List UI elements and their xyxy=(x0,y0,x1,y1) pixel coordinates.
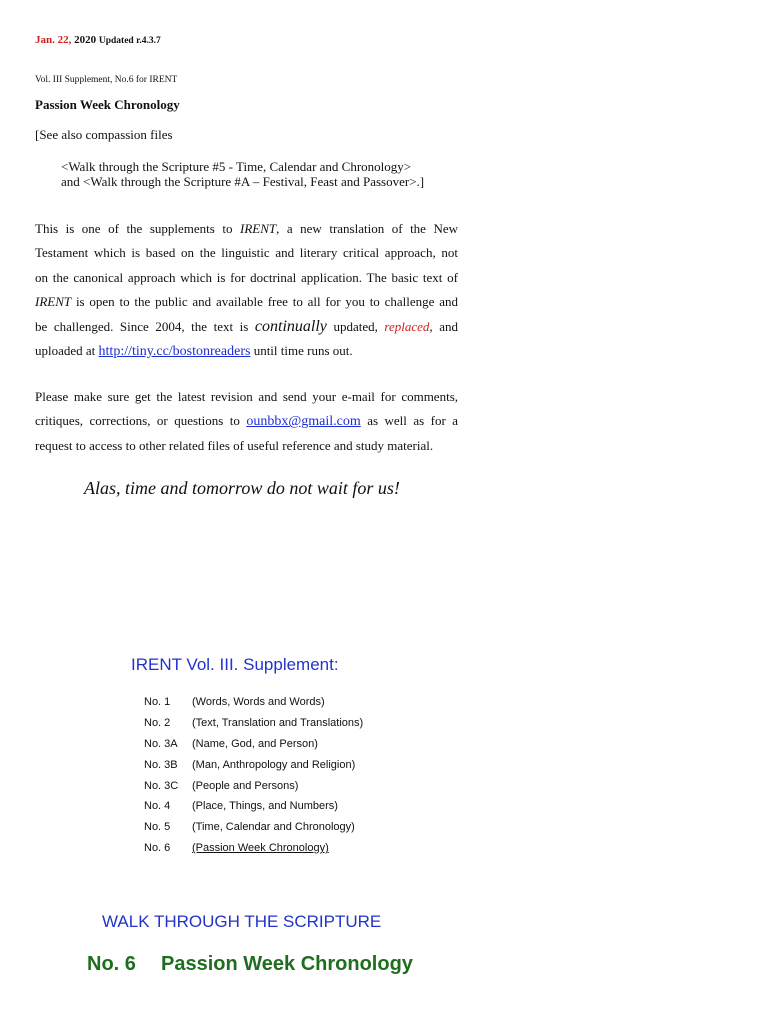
list-item xyxy=(144,776,363,797)
boston-readers-link[interactable]: http://tiny.cc/bostonreaders xyxy=(98,343,251,359)
replaced-emphasis: replaced xyxy=(384,318,430,334)
intro-line xyxy=(35,339,458,363)
intro-line xyxy=(35,315,458,339)
item-title: (Name, God, and Person) xyxy=(192,737,318,750)
intro-line: on the canonical approach which is for doctrinal application. The basic text of xyxy=(35,269,458,285)
document-date xyxy=(35,34,161,46)
item-title: (Time, Calendar and Chronology) xyxy=(192,821,355,834)
contact-line: Please make sure get the latest revision and send your e-mail for comments, xyxy=(35,389,458,404)
intro-text: updated, xyxy=(333,318,378,334)
motto: Alas, time and tomorrow do not wait for us! xyxy=(84,478,400,498)
contact-text: as well as for a xyxy=(367,413,459,429)
contact-email-link[interactable]: ounbbx@gmail.com xyxy=(246,414,361,430)
supplement-heading: IRENT Vol. III. Supplement: xyxy=(131,655,339,674)
chapter-number: No. 6 xyxy=(87,953,136,975)
intro-text: is open to the public and available free to all for you to challenge and xyxy=(75,294,459,310)
contact-text: critiques, corrections, or questions to xyxy=(35,413,240,429)
volume-line: Vol. III Supplement, No.6 for IRENT xyxy=(35,75,178,85)
intro-text: until time runs out. xyxy=(253,342,353,358)
item-title: (People and Persons) xyxy=(192,779,299,792)
date-month-day: Jan. 22, xyxy=(35,34,72,46)
item-title: (Words, Words and Words) xyxy=(192,696,325,708)
list-item-current xyxy=(144,838,363,859)
item-number: No. 3B xyxy=(144,758,178,771)
irent-italic: IRENT xyxy=(35,294,72,310)
see-also-note: [See also compassion files xyxy=(35,127,173,142)
intro-text: , a new translation of the New xyxy=(276,221,459,236)
item-number: No. 6 xyxy=(144,842,171,855)
list-item xyxy=(144,755,363,776)
contact-line xyxy=(35,409,458,433)
revision-label: Updated r.4.3.7 xyxy=(98,36,161,46)
walk-through-heading: WALK THROUGH THE SCRIPTURE xyxy=(102,912,382,931)
intro-text: , and xyxy=(429,318,458,334)
item-number: No. 4 xyxy=(144,800,171,813)
item-number: No. 3A xyxy=(144,737,178,750)
item-title: (Place, Things, and Numbers) xyxy=(192,800,338,813)
intro-text: uploaded at xyxy=(35,342,96,358)
intro-text: This is one of the supplements to xyxy=(35,221,233,236)
intro-line: Testament which is based on the linguistic and literary critical approach, not xyxy=(35,245,458,261)
list-item xyxy=(144,734,363,755)
list-item xyxy=(144,817,363,838)
date-year: 2020 xyxy=(74,34,97,46)
contact-paragraph xyxy=(35,385,458,458)
item-number: No. 2 xyxy=(144,716,171,729)
walk-reference-2: and <Walk through the Scripture #A – Festival, Feast and Passover>.] xyxy=(61,174,425,189)
document-title: Passion Week Chronology xyxy=(35,97,180,112)
item-title: (Man, Anthropology and Religion) xyxy=(192,758,356,771)
list-item xyxy=(144,713,363,734)
continually-emphasis: continually xyxy=(254,317,327,335)
walk-reference-1: <Walk through the Scripture #5 - Time, Calendar and Chronology> xyxy=(61,159,412,174)
intro-paragraph xyxy=(35,217,458,363)
irent-italic: IRENT xyxy=(239,221,277,236)
chapter-title: Passion Week Chronology xyxy=(161,953,413,975)
intro-text: be challenged. Since 2004, the text is xyxy=(35,318,249,334)
item-title: (Text, Translation and Translations) xyxy=(192,716,364,729)
list-item xyxy=(144,692,363,713)
item-number: No. 5 xyxy=(144,821,171,834)
chapter-heading xyxy=(87,953,413,976)
contact-line: request to access to other related files of useful reference and study material. xyxy=(35,437,434,453)
intro-line xyxy=(35,217,458,241)
item-title: (Passion Week Chronology) xyxy=(192,842,329,855)
item-number: No. 3C xyxy=(144,779,179,792)
supplement-list xyxy=(144,692,363,859)
item-number: No. 1 xyxy=(144,696,171,708)
intro-line xyxy=(35,290,458,314)
list-item xyxy=(144,796,363,817)
